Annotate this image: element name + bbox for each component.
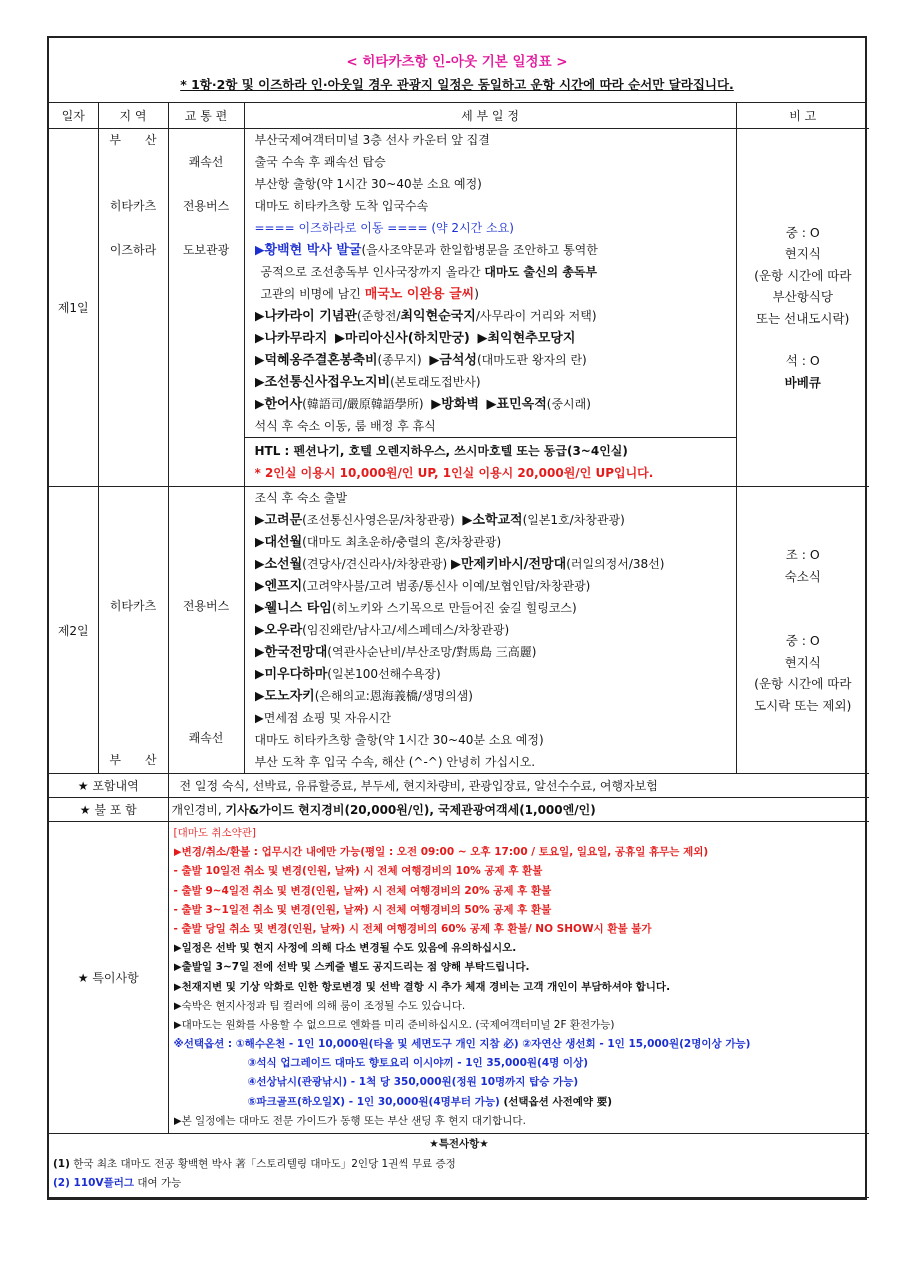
day2-line: ▶고려문(조선통신사영은문/차창관광) ▶소학교적(일본1호/차창관광) — [254, 513, 625, 528]
col-remark: 비 고 — [736, 103, 869, 129]
hotel-surcharge: * 2인실 이용시 10,000원/인 UP, 1인실 이용시 20,000원/인 UP입니다. — [254, 466, 654, 480]
day2-line: ▶미우다하마(일본100선해수욕장) — [254, 667, 441, 682]
day1-transport — [168, 129, 244, 487]
page-subtitle: * 1항·2항 및 이즈하라 인·아웃일 경우 관광지 일정은 동일하고 운항 시간에 따라 순서만 달라집니다. — [180, 77, 734, 92]
itinerary-sheet — [47, 36, 867, 1200]
included-row — [49, 774, 869, 798]
page-title: < 히타카츠항 인-아웃 기본 일정표 > — [346, 54, 568, 70]
day1-transfer-line: ==== 이즈하라로 이동 ==== (약 2시간 소요) — [254, 221, 514, 235]
day1-row — [49, 129, 869, 487]
col-transport: 교 통 편 — [168, 103, 244, 129]
day2-detail — [244, 487, 736, 774]
region-busan: 부 산 — [109, 753, 157, 767]
day1-line: ▶나카라이 기념관(준항전/최익현순국지/사무라이 거리와 저택) — [254, 309, 597, 324]
day1-line: ▶황백현 박사 발굴(을사조약문과 한일합병문을 조안하고 통역한 — [254, 243, 598, 258]
region-hitakatsu: 히타카츠 — [109, 599, 157, 613]
day2-line: 대마도 히타카츠항 출항(약 1시간 30~40분 소요 예정) — [254, 733, 544, 747]
day1-line: 고관의 비명에 남긴 매국노 이완용 글씨) — [260, 287, 479, 302]
day2-line: ▶대선월(대마도 최초운하/충렬의 혼/차창관광) — [254, 535, 502, 550]
region-hitakatsu: 히타카츠 — [109, 199, 157, 213]
day1-line: ▶나카무라지 ▶마리아신사(하치만궁) ▶최익현추모당지 — [254, 331, 576, 346]
table-header-row — [49, 103, 869, 129]
day1-line: ▶조선통신사접우노지비(본토래도접반사) — [254, 375, 481, 390]
day2-regions — [98, 487, 168, 774]
day1-line: 출국 수속 후 쾌속선 탑승 — [254, 155, 386, 169]
itinerary-table — [49, 103, 869, 1198]
excluded-text: 개인경비, 기사&가이드 현지경비(20,000원/인), 국제관광여객세(1,000엔/인) — [168, 798, 869, 822]
col-detail: 세 부 일 정 — [244, 103, 736, 129]
excluded-row — [49, 798, 869, 822]
day1-line: 부산국제여객터미널 3층 선사 카운터 앞 집결 — [254, 133, 490, 147]
day1-label: 제1일 — [49, 129, 98, 487]
day1-line: ▶한어사(韓語司/嚴原韓語學所) ▶방화벽 ▶표민옥적(중시래) — [254, 397, 591, 412]
title-block — [49, 38, 865, 103]
day2-line: 부산 도착 후 입국 수속, 해산 (^-^) 안녕히 가십시오. — [254, 755, 536, 769]
region-izuhara: 이즈하라 — [109, 243, 157, 257]
day1-line: 공적으로 조선총독부 인사국장까지 올라간 대마도 출신의 총독부 — [260, 265, 598, 279]
day2-line: ▶오우라(임진왜란/남사고/세스페데스/차창관광) — [254, 623, 510, 638]
day2-row — [49, 487, 869, 774]
day1-regions — [98, 129, 168, 487]
region-busan: 부 산 — [109, 133, 157, 147]
excluded-label: ★ 불 포 함 — [49, 798, 168, 822]
day1-line: 대마도 히타카츠항 도착 입국수속 — [254, 199, 429, 213]
transport-bus: 전용버스 — [182, 599, 230, 613]
day2-line: 조식 후 숙소 출발 — [254, 491, 348, 505]
day1-remark: 중 : O 현지식 (운항 시간에 따라 부산항식당 또는 선내도시락) 석 : O 바베큐 — [736, 129, 869, 487]
day2-transport — [168, 487, 244, 774]
day1-line: 석식 후 숙소 이동, 룸 배정 후 휴식 — [254, 419, 436, 433]
day2-line: ▶웰니스 타임(히노키와 스기목으로 만들어진 숲길 힐링코스) — [254, 601, 577, 616]
transport-walk: 도보관광 — [182, 243, 230, 257]
special-label: ★ 특이사항 — [49, 822, 168, 1134]
special-notes: [대마도 취소약관] ▶변경/취소/환불 : 업무시간 내에만 가능(평일 : 오전 09:00 ~ 오후 17:00 / 토요일, 일요일, 공휴일 휴무는 제외) - 출발 10일전 취소 및 변경(인원, 날짜) 시 전체 여행경비의 10% 공제 후 환불 - 출발 9~4일전 취소 및 변경(인원, 날짜) 시 전체 여행경비의 20% 공제 후 환불 - 출발 3~1일전 취소 및 변경(인원, 날짜) 시 전체 여행경비의 50% 공제 후 환불 - 출발 당일 취소 및 변경(인원, 날짜) 시 전체 여행경비의 60% 공제 후 환불/ NO SHOW시 환불 불가 ▶일정은 선박 및 현지 사정에 의해 다소 변경될 수도 있음에 유의하십시오. ▶출발일 3~7일 전에 선박 및 스케줄 별도 공지드리는 점 양해 부탁드립니다. ▶천재지변 및 기상 악화로 인한 항로변경 및 선박 결항 시 추가 체재 경비는 고객 개인이 부담하셔야 합니다. ▶숙박은 현지사정과 팀 컬러에 의해 룸이 조정될 수도 있습니다. ▶대마도는 원화를 사용할 수 없으므로 엔화를 미리 준비하십시오. (국제여객터미널 2F 환전가능) ※선택옵션 : ①해수온천 - 1인 10,000원(타올 및 세면도구 개인 지참 必) ②자연산 생선회 - 1인 15,000원(2명이상 가능) ③석식 업그레이드 대마도 향토요리 이시야끼 - 1인 35,000원(4명 이상) ④선상낚시(관광낚시) - 1척 당 350,000원(정원 10명까지 탑승 가능) ⑤파크골프(하오일X) - 1인 30,000원(4명부터 가능) (선택옵션 사전예약 要) ▶본 일정에는 대마도 전문 가이드가 동행 또는 부산 샌딩 후 현지 대기합니다. — [168, 822, 869, 1134]
day2-line: ▶한국전망대(역관사순난비/부산조망/對馬島 三高麗) — [254, 645, 537, 660]
included-text: 전 일정 숙식, 선박료, 유류할증료, 부두세, 현지차량비, 관광입장료, 알선수수료, 여행자보험 — [168, 774, 869, 798]
transport-ferry: 쾌속선 — [188, 155, 224, 169]
day2-remark: 조 : O 숙소식 중 : O 현지식 (운항 시간에 따라 도시락 또는 제외) — [736, 487, 869, 774]
transport-ferry: 쾌속선 — [188, 731, 224, 745]
benefits: ★특전사항★ (1) 한국 최초 대마도 전공 황백현 박사 著「스토리텔링 대마도」2인당 1권씩 무료 증정 (2) 110V플러그 대여 가능 — [49, 1134, 869, 1198]
day2-line: ▶면세점 쇼핑 및 자유시간 — [254, 711, 392, 725]
transport-bus: 전용버스 — [182, 199, 230, 213]
special-row — [49, 822, 869, 1134]
col-region: 지 역 — [98, 103, 168, 129]
day2-line: ▶도노자키(은해의교:恩海義橋/생명의샘) — [254, 689, 473, 704]
day2-line: ▶엔프지(고려약사불/고려 범종/통신사 이예/보협인탑/차창관광) — [254, 579, 591, 594]
included-label: ★ 포함내역 — [49, 774, 168, 798]
day2-label: 제2일 — [49, 487, 98, 774]
benefits-row — [49, 1134, 869, 1198]
hotel-info: HTL : 펜션나기, 호텔 오렌지하우스, 쓰시마호텔 또는 동급(3~4인실) — [254, 444, 628, 458]
day1-line: 부산항 출항(약 1시간 30~40분 소요 예정) — [254, 177, 482, 191]
col-day: 일자 — [49, 103, 98, 129]
day2-line: ▶소선월(견당사/견신라사/차창관광) ▶만제키바시/전망대(러일의정서/38선) — [254, 557, 665, 572]
day1-line: ▶덕혜옹주결혼봉축비(종무지) ▶금석성(대마도판 왕자의 란) — [254, 353, 587, 368]
day1-detail — [244, 129, 736, 487]
